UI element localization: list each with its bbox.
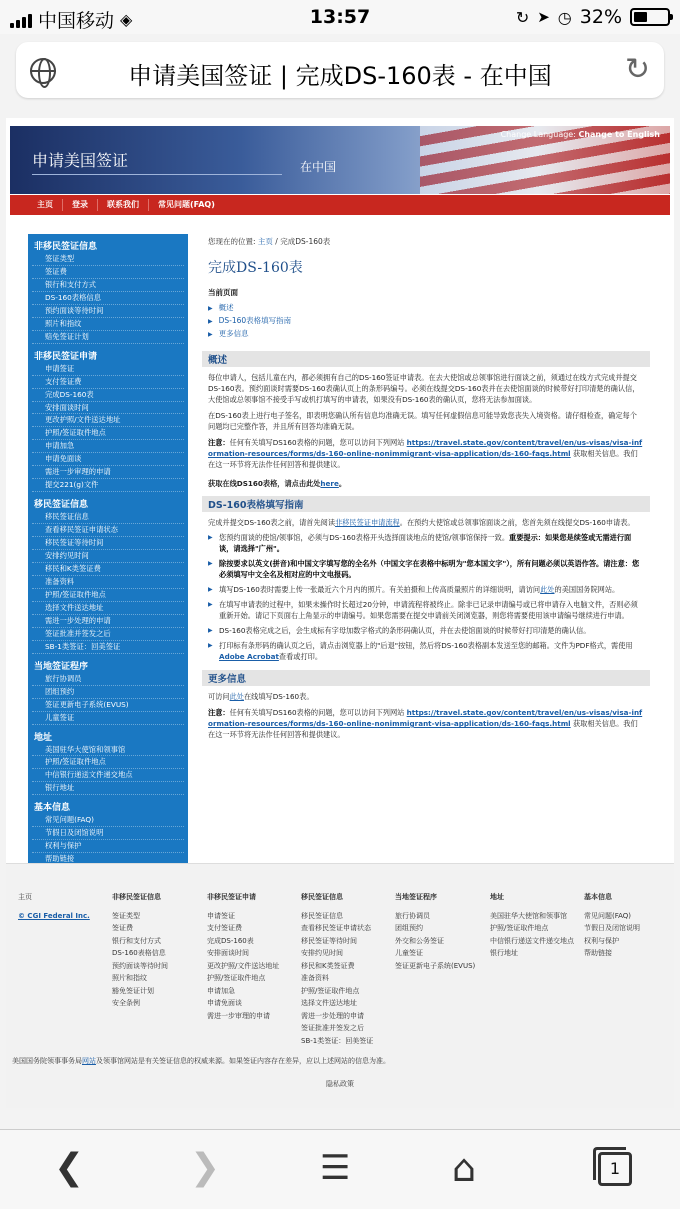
site-banner [10, 126, 670, 194]
crumb-current: 完成DS-160表 [280, 237, 331, 246]
sidebar-item[interactable]: 需进一步处理的申请 [32, 615, 184, 628]
footer-link[interactable]: 选择文件送达地址 [301, 999, 357, 1007]
bullet-3-text: 填写DS-160表时需要上传一张最近六个月内的照片。有关拍摄和上传高质量照片的详细说明，请访问 [219, 585, 541, 594]
sidebar-item[interactable]: 申请免面谈 [32, 453, 184, 466]
footer-column-title: 移民签证信息 [301, 893, 343, 901]
web-page [6, 118, 674, 1108]
footer-link[interactable]: 安全条例 [112, 999, 140, 1007]
note-tail: 获取相关信息。我们在这一环节将无法作任何回答和提供建议。 [208, 449, 638, 469]
sidebar-item[interactable]: 查看移民签证申请状态 [32, 524, 184, 537]
footer-link[interactable]: 申请免面谈 [207, 999, 242, 1007]
crumb-prefix: 您现在的位置: [208, 237, 256, 246]
sidebar-item[interactable]: 完成DS-160表 [32, 389, 184, 402]
sidebar-item[interactable]: 移民签证信息 [32, 511, 184, 524]
sidebar-item[interactable]: 赔免签证计划 [32, 331, 184, 344]
footer-link[interactable]: 签证更新电子系统(EVUS) [395, 961, 476, 970]
section-guide-heading: DS-160表格填写指南 [202, 496, 650, 512]
sidebar-item[interactable]: 团组预约 [32, 686, 184, 699]
sidebar-item[interactable]: 帮助链接 [32, 853, 184, 866]
footer-link[interactable]: 安排面谈时间 [207, 949, 249, 957]
sidebar-item[interactable]: 常见问题(FAQ) [32, 814, 184, 827]
footer-link[interactable]: 支付签证费 [207, 924, 242, 932]
sidebar-item[interactable]: SB-1类签证：回美签证 [32, 641, 184, 654]
footer-link[interactable]: 安排约见时间 [301, 949, 343, 957]
sidebar-item[interactable]: 提交221(g)文件 [32, 479, 184, 492]
footer-column [301, 891, 391, 1047]
main-content [202, 236, 650, 834]
sidebar-item[interactable]: 旅行协调员 [32, 673, 184, 686]
process-link[interactable]: 非移民签证申请流程 [335, 518, 400, 527]
sidebar-item[interactable]: 儿童签证 [32, 712, 184, 725]
get-form-text: 获取在线DS160表格，请点击此处 [208, 479, 321, 488]
sidebar-item[interactable]: 中信银行递送文件递交地点 [32, 769, 184, 782]
get-form-end: 。 [338, 479, 347, 488]
footer-note-a: 美国国务院领事事务局 [12, 1057, 82, 1065]
bullet-6-text: 打印标有条形码的确认页之后，请点击浏览器上的"后退"按钮，然后将DS-160表格副本发送至您的邮箱。文件为PDF格式，需使用 [219, 641, 633, 650]
guide-bullet-3 [208, 584, 644, 595]
acrobat-link[interactable]: Adobe Acrobat [219, 652, 279, 661]
footer-link[interactable]: 节假日及闭馆说明 [584, 924, 640, 932]
footer-link[interactable]: 移民和K类签证费 [301, 961, 355, 970]
footer-link[interactable]: 签证批准并签发之后 [301, 1024, 364, 1032]
sidebar-item[interactable]: 申请加急 [32, 440, 184, 453]
guide-intro-a: 完成并提交DS-160表之前，请首先阅读 [208, 518, 336, 527]
sidebar-item[interactable]: 移民签证等待时间 [32, 537, 184, 550]
more-b: 在线填写DS-160表。 [243, 692, 314, 701]
footer-link[interactable]: 帮助链接 [584, 949, 612, 957]
bullet-6-tail: 查看或打印。 [278, 652, 323, 661]
footer-column-title: 基本信息 [584, 893, 612, 901]
footer-link[interactable]: 完成DS-160表 [207, 936, 254, 945]
footer-column [395, 891, 485, 972]
location-icon: ➤ [537, 8, 550, 26]
footer-link[interactable]: 需进一步审理的申请 [207, 1011, 270, 1020]
sidebar-item[interactable]: 签证批准并签发之后 [32, 628, 184, 641]
alarm-icon: ◷ [557, 7, 572, 27]
globe-icon [30, 58, 56, 84]
footer-link[interactable]: 豁免签证计划 [112, 986, 154, 995]
current-page-label: 当前页面 [208, 288, 238, 297]
site-title: 申请美国签证 [32, 148, 282, 175]
footer-link[interactable]: 旅行协调员 [395, 911, 430, 920]
footer-link[interactable]: 护照/签证取件地点 [490, 924, 549, 932]
sidebar-item[interactable]: 护照/签证取件地点 [32, 427, 184, 440]
address-bar[interactable] [16, 42, 664, 98]
rotation-lock-icon: ↻ [515, 7, 530, 27]
footer-link[interactable]: 儿童签证 [395, 949, 423, 957]
toc-guide[interactable]: ▶ DS-160表格填写指南 [208, 315, 650, 328]
more-note [208, 707, 644, 740]
guide-intro-b: 。在预约大使馆或总领事馆面谈之前，您首先须在线提交DS-160申请表。 [399, 518, 635, 527]
footer-column [112, 891, 202, 1010]
footer-link[interactable]: SB-1类签证：回美签证 [301, 1036, 374, 1045]
wifi-icon: ◈ [120, 10, 133, 29]
sidebar-item[interactable]: 预约面谈等待时间 [32, 305, 184, 318]
sidebar-item[interactable]: 安排面谈时间 [32, 402, 184, 415]
back-icon[interactable]: ❮ [54, 1147, 85, 1188]
overview-note [208, 437, 644, 470]
sidebar-item[interactable]: 权利与保护 [32, 840, 184, 853]
sidebar-section-title: 当地签证程序 [34, 661, 89, 672]
browser-toolbar [0, 1129, 680, 1209]
note-label: 注意： [208, 438, 230, 447]
sidebar-item[interactable]: 需进一步审理的申请 [32, 466, 184, 479]
sidebar-item[interactable]: 申请签证 [32, 363, 184, 376]
footer-link[interactable]: 护照/签证取件地点 [207, 974, 266, 982]
footer-copyright[interactable]: © CGI Federal Inc. [18, 911, 90, 920]
footer-link[interactable]: 准备资料 [301, 974, 329, 982]
page-title-address[interactable]: 申请美国签证 | 完成DS-160表 - 在中国 [128, 62, 552, 90]
guide-bullet-5: ▶ DS-160表格完成之后，会生成标有字母加数字格式的条形码确认页，并在去使馆面谈的时候带好打印清楚的确认信。 [208, 625, 644, 636]
sidebar-item[interactable]: 护照/签证取件地点 [32, 589, 184, 602]
tabs-icon[interactable]: 1 [598, 1152, 632, 1186]
nav-login[interactable]: 登录 [63, 199, 98, 211]
sidebar-item[interactable]: 安排约见时间 [32, 550, 184, 563]
footer-column [207, 891, 297, 1022]
sidebar-section-title: 非移民签证申请 [34, 351, 98, 362]
footer-website-link[interactable]: 网站 [82, 1057, 96, 1065]
footer-link[interactable]: 申请签证 [207, 911, 235, 920]
toc-overview[interactable]: ▶ 概述 [208, 302, 650, 315]
footer-column-title: 非移民签证申请 [207, 893, 256, 901]
sidebar-section-title: 基本信息 [34, 803, 71, 814]
footer-link[interactable]: 常见问题(FAQ) [584, 911, 632, 920]
sidebar-item[interactable]: DS-160表格信息 [32, 292, 184, 305]
forward-icon[interactable]: ❯ [190, 1147, 221, 1188]
footer-column-title: 地址 [490, 893, 504, 901]
sidebar-section-title: 非移民签证信息 [34, 242, 98, 252]
site-footer [6, 863, 674, 1108]
sidebar-item[interactable]: 银行地址 [32, 782, 184, 795]
more-info-line [208, 691, 644, 702]
footer-link[interactable]: 团组预约 [395, 924, 423, 932]
page-title: 完成DS-160表 [208, 260, 303, 276]
more-note-tail: 获取相关信息。我们在这一环节将无法作任何回答和提供建议。 [208, 719, 638, 739]
clock: 13:57 [309, 6, 371, 28]
bullet-1-important: 重要提示：如果您是续签或无需进行面谈，请选择"广州"。 [219, 533, 632, 553]
footer-link[interactable]: 更改护照/文件送达地址 [207, 961, 280, 970]
bullet-2-note: 请注意：您必须填写中文全名及相对应的中文电报码。 [219, 559, 640, 579]
carrier: 中国移动 [38, 10, 115, 32]
breadcrumb [208, 236, 650, 247]
battery-percent: 32% [579, 6, 622, 28]
bookmarks-icon[interactable]: ⌂ [452, 1146, 477, 1190]
footer-link[interactable]: 预约面谈等待时间 [112, 961, 168, 970]
footer-note [12, 1056, 390, 1066]
sidebar-item[interactable]: 节假日及闭馆说明 [32, 827, 184, 840]
sidebar-item[interactable]: 签证费 [32, 266, 184, 279]
footer-column-title: 当地签证程序 [395, 893, 437, 901]
footer-link[interactable]: 银行和支付方式 [112, 936, 161, 945]
footer-link[interactable]: DS-160表格信息 [112, 949, 166, 957]
note-text: 任何有关填写DS160表格的问题，您可以访问下列网站 [229, 438, 405, 447]
toc-more-info[interactable]: ▶ 更多信息 [208, 328, 650, 341]
faq-url-link[interactable]: https://travel.state.gov/content/travel/en/us-visas/visa-information-resources/forms/ds-160-online-nonimmigrant-visa-application/ds-160-faqs.html [208, 438, 643, 458]
photo-link[interactable]: 此处 [540, 585, 555, 594]
reload-icon[interactable]: ↻ [624, 52, 650, 87]
footer-link[interactable]: 需进一步处理的申请 [301, 1011, 364, 1020]
footer-link[interactable]: 美国驻华大使馆和领事馆 [490, 911, 567, 920]
sidebar-item[interactable]: 护照/签证取件地点 [32, 756, 184, 769]
more-note-text: 任何有关填写DS160表格的问题，您可以访问下列网站 [229, 708, 405, 717]
status-bar [0, 0, 680, 34]
crumb-home-link[interactable]: 主页 [257, 237, 273, 246]
bullet-1-text: 您预约面谈的使馆/领事馆，必须与DS-160表格开头选择面谈地点的使馆/领事馆保持一致。 [219, 533, 510, 542]
sidebar-item[interactable]: 选择文件送达地址 [32, 602, 184, 615]
footer-column [490, 891, 580, 960]
sidebar-item[interactable]: 支付签证费 [32, 376, 184, 389]
sidebar-item[interactable]: 美国驻华大使馆和领事馆 [32, 744, 184, 757]
footer-link[interactable]: 护照/签证取件地点 [301, 986, 360, 995]
footer-link[interactable]: 外交和公务签证 [395, 936, 444, 945]
sidebar [28, 234, 188, 884]
privacy-link[interactable]: 隐私政策 [326, 1080, 354, 1088]
sidebar-section-title: 地址 [34, 732, 53, 743]
bullet-3-tail: 的美国国务院网站。 [554, 585, 620, 594]
sidebar-item[interactable]: 照片和指纹 [32, 318, 184, 331]
section-more-heading: 更多信息 [202, 670, 650, 686]
section-overview-heading: 概述 [202, 351, 650, 367]
sidebar-item[interactable]: 签证更新电子系统(EVUS) [32, 699, 184, 712]
footer-link[interactable]: 移民签证等待时间 [301, 936, 357, 945]
footer-link[interactable]: 签证费 [112, 924, 133, 932]
footer-link[interactable]: 中信银行递送文件递交地点 [490, 936, 574, 945]
footer-column-title: 非移民签证信息 [112, 893, 161, 901]
more-a: 可访问 [208, 692, 230, 701]
guide-intro [208, 517, 644, 528]
overview-paragraph-2: 在DS-160表上进行电子签名，即表明您确认所有信息均准确无误。填写任何虚假信息可能导致您丧失入境资格。请仔细检查，确定每个问题均已完整作答，并且所有回答均准确无误。 [208, 411, 637, 431]
footer-link[interactable]: 照片和指纹 [112, 974, 147, 982]
footer-home-link[interactable]: 主页 [18, 893, 32, 901]
guide-bullet-4: ▶ 在填写申请表的过程中，如果未操作时长超过20分钟，申请流程将被终止。除非已记录申请编号或已将申请存入电脑文件，否则必须重新开始。请记下页面右上角显示的申请编号。如果您需要在提交申请前关闭浏览器，则您将需要使用该申请编号继续进行申请。 [208, 599, 644, 621]
more-here-link[interactable]: 此处 [229, 692, 244, 701]
sidebar-item[interactable]: 更改护照/文件送达地址 [32, 414, 184, 427]
top-nav [10, 195, 670, 215]
share-icon[interactable]: ☰ [320, 1148, 351, 1188]
footer-link[interactable]: 银行地址 [490, 949, 518, 957]
get-form-line [208, 478, 644, 489]
change-language [501, 130, 660, 139]
lang-label: Change Language: [500, 130, 576, 139]
nav-home[interactable]: 主页 [28, 199, 63, 211]
table-of-contents [208, 302, 650, 341]
footer-home-col [18, 891, 90, 922]
guide-bullet-6 [208, 640, 644, 662]
footer-link[interactable]: 权利与保护 [584, 936, 619, 945]
guide-bullet-1 [208, 532, 644, 554]
nav-contact[interactable]: 联系我们 [98, 199, 149, 211]
footer-column [584, 891, 674, 960]
footer-link[interactable]: 签证类型 [112, 911, 140, 920]
sidebar-item[interactable]: 准备资料 [32, 576, 184, 589]
bullet-2-text: 除按要求以英文(拼音)和中国文字填写您的全名外（中国文字在表格中标明为"您本国文字"），所有问题必须以英语作答。 [219, 559, 604, 568]
footer-link[interactable]: 申请加急 [207, 986, 235, 995]
nav-faq[interactable]: 常见问题(FAQ) [158, 200, 215, 209]
country-label: 在中国 [300, 160, 337, 174]
change-to-english-link[interactable]: Change to English [578, 130, 660, 139]
sidebar-item[interactable]: 签证类型 [32, 253, 184, 266]
overview-paragraph-1: 每位申请人，包括儿童在内，都必须拥有自己的DS-160签证申请表。在去大使馆或总领事馆进行面谈之前，须通过在线方式完成并提交DS-160表。预约面谈时需要DS-160表确认页上的条形码编号。必须在线提交DS-160表并在去使馆面谈的时候带好打印清楚的确认信，大使馆或总领事馆不接受手写或机打填写的申请表，如果没有DS-160表的确认页，您将无法参加面谈。 [208, 373, 640, 404]
sidebar-section-title: 移民签证信息 [34, 500, 89, 511]
footer-link[interactable]: 移民签证信息 [301, 911, 343, 920]
crumb-sep: / [272, 237, 281, 246]
guide-bullet-2 [208, 558, 644, 580]
battery-icon [630, 8, 670, 26]
sidebar-item[interactable]: 银行和支付方式 [32, 279, 184, 292]
here-link[interactable]: here [320, 479, 339, 488]
more-note-label: 注意： [208, 708, 230, 717]
footer-note-b: 及领事馆网站是有关签证信息的权威来源。如果签证内容存在差异，应以上述网站的信息为准。 [96, 1057, 390, 1065]
footer-link[interactable]: 查看移民签证申请状态 [301, 924, 371, 932]
sidebar-item[interactable]: 移民和K类签证费 [32, 563, 184, 576]
more-faq-url-link[interactable]: https://travel.state.gov/content/travel/en/us-visas/visa-information-resources/forms/ds-160-online-nonimmigrant-visa-application/ds-160-faqs.html [208, 708, 643, 728]
